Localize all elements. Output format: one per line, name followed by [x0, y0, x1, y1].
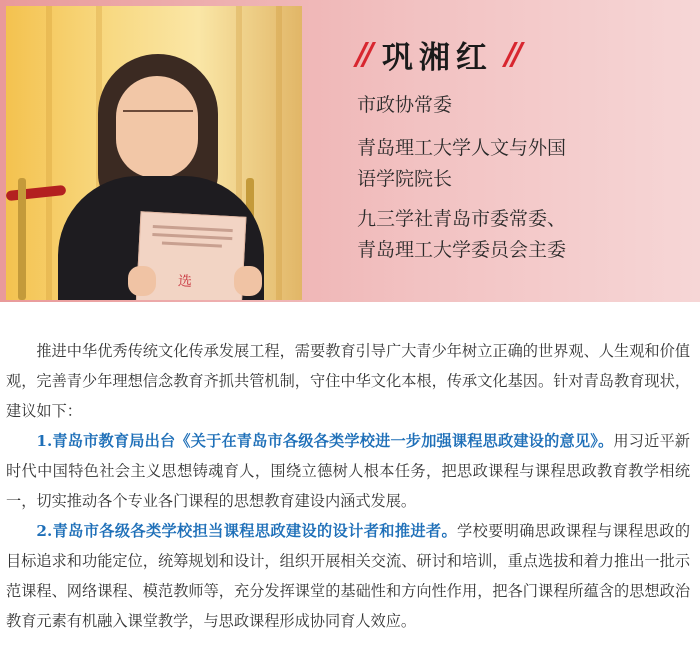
proposal-1 [6, 426, 690, 516]
proposal-2 [6, 516, 690, 636]
proposal-2-title: 2.青岛市各级各类学校担当课程思政建设的设计者和推进者。 [36, 522, 458, 540]
slash-decoration-left: // [356, 36, 370, 72]
booklet-glyph: 选 [177, 273, 193, 291]
intro-paragraph: 推进中华优秀传统文化传承发展工程，需要教育引导广大青少年树立正确的世界观、人生观和价值观，完善青少年理想信念教育齐抓共管机制，守住中华文化本根，传承文化基因。针对青岛教育现状，建议如下： [6, 342, 690, 420]
profile-name: 巩湘红 [381, 39, 493, 76]
proposal-1-body: 用习近平新时代中国特色社会主义思想铸魂育人，围绕立德树人根本任务，把思政课程与课程思政教育教学相统一，切实推动各个专业各门课程的思想教育建设内涵式发展。 [6, 432, 690, 510]
profile-role-1: 市政协常委 [357, 94, 453, 116]
profile-name-heading [356, 32, 519, 76]
profile-role-3: 九三学社青岛市委常委、 青岛理工大学委员会主委 [357, 208, 567, 261]
profile-banner [0, 0, 700, 302]
article-body [6, 336, 690, 636]
proposal-2-body: 学校要明确思政课程与课程思政的目标追求和功能定位，统筹规划和设计，组织开展相关交流、研讨和培训，重点选拔和着力推出一批示范课程、网络课程、模范教师等，充分发挥课堂的基础性和方向性作用，把各门课程所蕴含的思想政治教育元素有机融入课堂教学，与思政课程形成协同育人效应。 [6, 522, 691, 630]
proposal-1-title: 1.青岛市教育局出台《关于在青岛市各级各类学校进一步加强课程思政建设的意见》。 [36, 432, 614, 450]
portrait-photo [6, 6, 302, 300]
profile-role-2: 青岛理工大学人文与外国 语学院院长 [357, 137, 567, 190]
slash-decoration-right: // [504, 36, 519, 72]
